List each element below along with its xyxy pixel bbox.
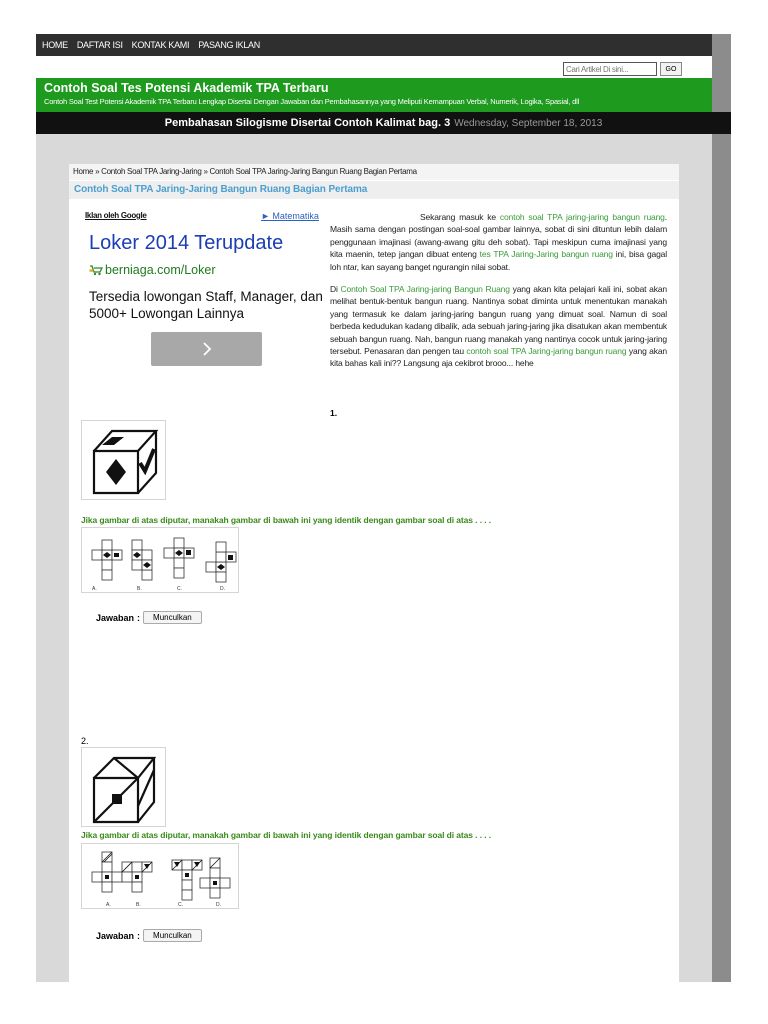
nets-figure bbox=[82, 528, 240, 594]
intro-text: Sekarang masuk ke bbox=[420, 212, 500, 222]
nav-kontak-kami[interactable]: KONTAK KAMI bbox=[131, 40, 190, 50]
top-navigation bbox=[36, 34, 712, 56]
breadcrumb bbox=[69, 164, 679, 180]
cart-icon bbox=[89, 264, 103, 276]
intro-text: yang akan kita bahas kali ini?? Langsung aja cekibrot brooo... hehe bbox=[330, 346, 667, 369]
search-button[interactable]: GO bbox=[660, 62, 682, 76]
ad-headline[interactable]: Loker 2014 Terupdate bbox=[89, 232, 284, 254]
intro-text bbox=[330, 211, 667, 380]
site-title[interactable]: Contoh Soal Tes Potensi Akademik TPA Terbaru bbox=[44, 81, 329, 95]
question-2-options-image bbox=[81, 843, 239, 909]
cube-figure bbox=[82, 421, 167, 501]
option-label: B. bbox=[137, 586, 142, 592]
intro-text: yang akan kita pelajari kali ini, sobat akan melihat bentuk-bentuk bangun ruang. Nantinya sobat diminta untuk menentukan manakah yang termasuk ke dalam jaring-jaring bangun ruang yang dimuat soal. Namun di soal berbeda kedudukan kadang dibalik, ada sebuah jaring-jaring jika disatukan akan membentuk sebuah bangun ruang. Nah, bangun ruang manakah yang nantinya cocok untuk jaring-jaring tersebut. Penasaran dan pengen tau bbox=[330, 284, 667, 357]
option-label: D. bbox=[216, 902, 221, 908]
breadcrumb-current: Contoh Soal TPA Jaring-Jaring Bangun Ruang Bagian Pertama bbox=[209, 167, 417, 176]
intro-text: Di bbox=[330, 284, 341, 295]
breadcrumb-separator: » bbox=[93, 167, 102, 176]
ad-url-text: berniaga.com/Loker bbox=[105, 263, 216, 277]
question-number: 1. bbox=[330, 408, 338, 418]
ad-open-button[interactable] bbox=[151, 332, 262, 366]
intro-link[interactable]: tes TPA Jaring-Jaring bangun ruang bbox=[479, 249, 613, 260]
answer-row bbox=[96, 929, 202, 942]
nav-daftar-isi[interactable]: DAFTAR ISI bbox=[76, 40, 123, 50]
site-header bbox=[36, 78, 712, 112]
ticker-title[interactable]: Pembahasan Silogisme Disertai Contoh Kalimat bag. 3 bbox=[164, 117, 451, 129]
nav-pasang-iklan[interactable]: PASANG IKLAN bbox=[198, 40, 260, 50]
breadcrumb-category[interactable]: Contoh Soal TPA Jaring-Jaring bbox=[101, 167, 202, 176]
intro-text: ini, bisa gagal loh ntar, kan sayang banget ngurangin nilai sobat. bbox=[330, 249, 667, 272]
option-label: B. bbox=[136, 902, 141, 908]
question-1-options-image bbox=[81, 527, 239, 593]
intro-link[interactable]: contoh soal TPA Jaring-jaring bangun ruang bbox=[466, 346, 627, 357]
answer-label: Jawaban bbox=[96, 612, 135, 623]
post-title: Contoh Soal TPA Jaring-Jaring Bangun Ruang Bagian Pertama bbox=[69, 181, 679, 199]
option-label: C. bbox=[178, 902, 183, 908]
ad-label[interactable]: Iklan oleh Google bbox=[85, 211, 147, 220]
search-input[interactable] bbox=[563, 62, 657, 76]
answer-colon: : bbox=[137, 612, 141, 623]
show-answer-button[interactable]: Munculkan bbox=[143, 929, 202, 942]
cube-figure bbox=[82, 748, 167, 828]
answer-colon: : bbox=[137, 930, 141, 941]
nav-home[interactable]: HOME bbox=[42, 40, 68, 50]
breadcrumb-home[interactable]: Home bbox=[73, 167, 94, 176]
ad-category-link[interactable]: ► Matematika bbox=[261, 211, 319, 221]
ad-text: Tersedia lowongan Staff, Manager, dan 5000+ Lowongan Lainnya bbox=[89, 289, 323, 321]
answer-label: Jawaban bbox=[96, 930, 135, 941]
question-number: 2. bbox=[81, 736, 89, 746]
option-label: A. bbox=[106, 902, 111, 908]
option-label: A. bbox=[92, 586, 97, 592]
ad-url[interactable] bbox=[89, 263, 215, 277]
question-1-cube-image bbox=[81, 420, 166, 500]
intro-text: . Masih sama dengan postingan soal-soal gambar lainnya, sobat di sini dituntun lebih dalam penggunaan imajinasi (awang-awang gitu deh sobat). Tapi meskipun cuma imajinasi yang kita maenin, tetep jangan dibuat enteng bbox=[330, 212, 667, 260]
intro-link[interactable]: Contoh Soal TPA Jaring-jaring Bangun Ruang bbox=[340, 284, 510, 295]
scrollbar[interactable] bbox=[712, 34, 731, 982]
question-2-cube-image bbox=[81, 747, 166, 827]
intro-link[interactable]: contoh soal TPA jaring-jaring bangun ruang bbox=[499, 212, 665, 222]
ticker-date: Wednesday, September 18, 2013 bbox=[454, 117, 603, 129]
show-answer-button[interactable]: Munculkan bbox=[143, 611, 202, 624]
answer-row bbox=[96, 611, 202, 624]
site-description: Contoh Soal Test Potensi Akademik TPA Terbaru Lengkap Disertai Dengan Jawaban dan Pembahasannya yang Meliputi Kemampuan Verbal, Numerik, Logika, Spasial, dll bbox=[44, 97, 580, 106]
breadcrumb-separator: » bbox=[201, 167, 210, 176]
question-text: Jika gambar di atas diputar, manakah gambar di bawah ini yang identik dengan gambar soal di atas . . . . bbox=[81, 515, 491, 525]
question-text: Jika gambar di atas diputar, manakah gambar di bawah ini yang identik dengan gambar soal di atas . . . . bbox=[81, 830, 491, 840]
option-label: C. bbox=[177, 586, 182, 592]
headline-ticker bbox=[36, 112, 731, 134]
chevron-right-icon bbox=[200, 341, 214, 357]
nets-figure bbox=[82, 844, 240, 910]
option-label: D. bbox=[220, 586, 225, 592]
